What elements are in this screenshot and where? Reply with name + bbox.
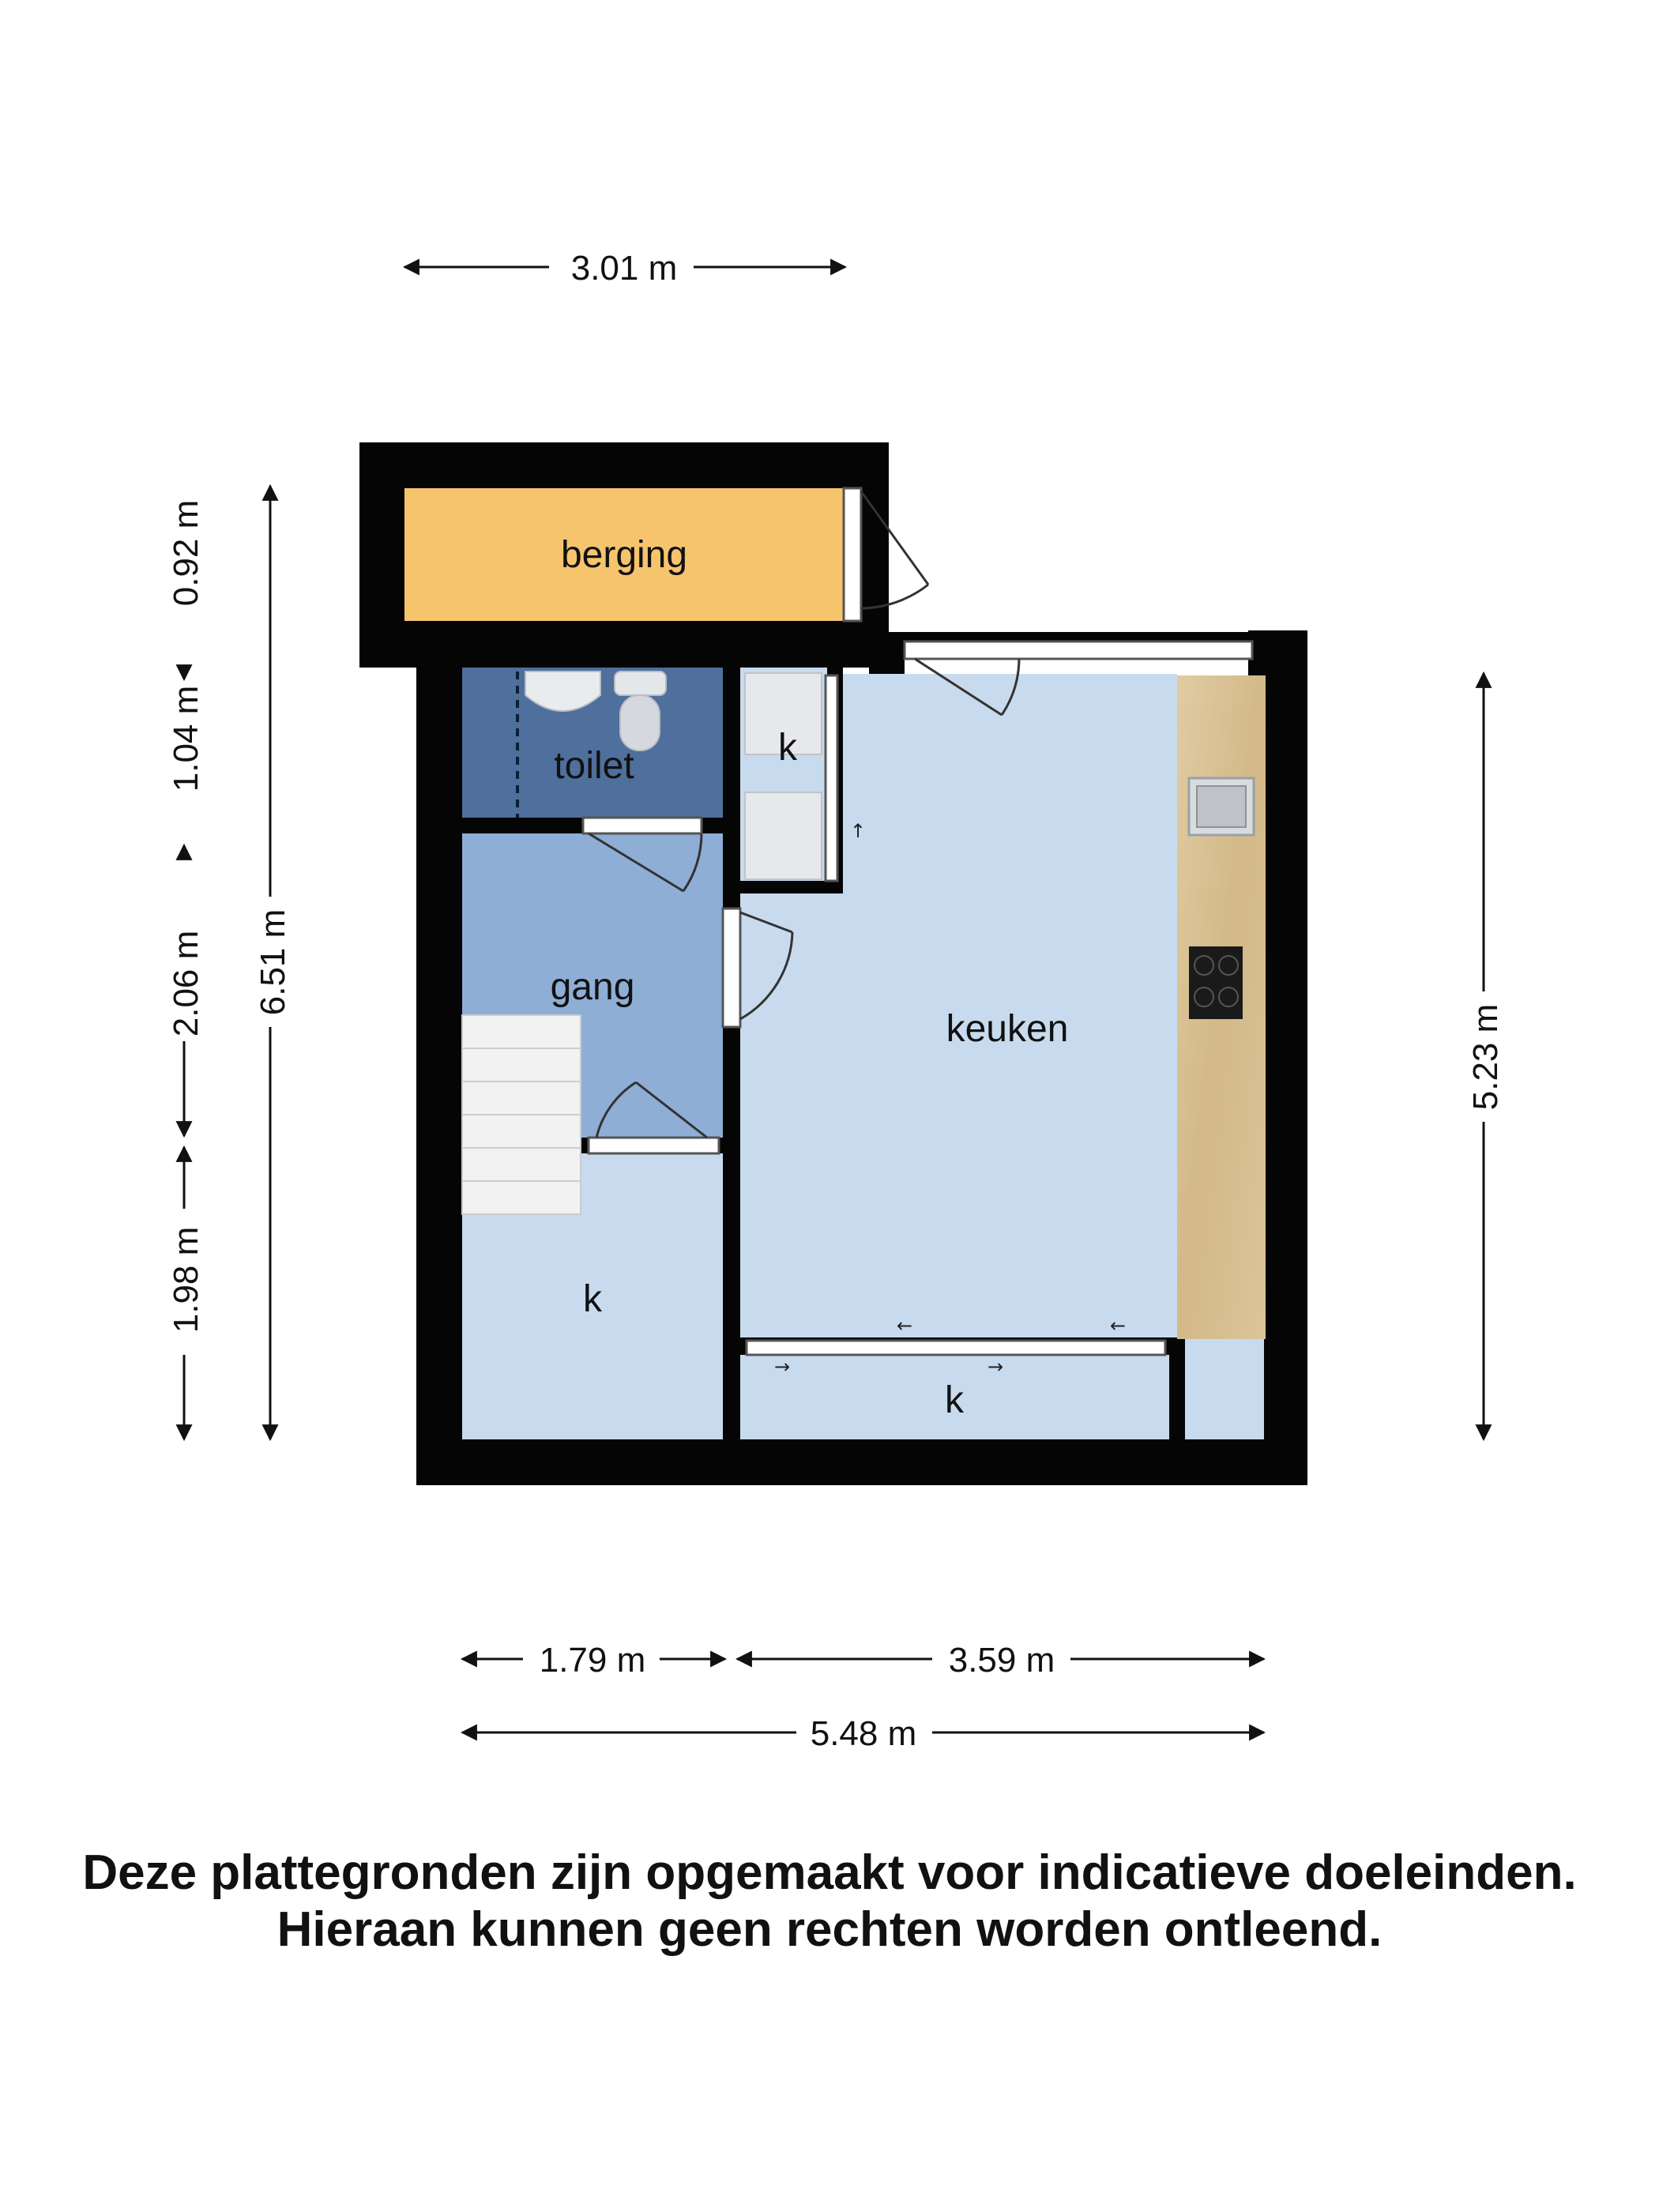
room-keuken: [740, 674, 1177, 1337]
svg-text:→: →: [774, 1356, 791, 1378]
dim-bottom-left: 1.79 m: [539, 1641, 646, 1680]
svg-text:←: ←: [897, 1315, 913, 1337]
room-k-corner: [1185, 1337, 1264, 1439]
label-gang: gang: [550, 966, 635, 1008]
dim-left-total: 6.51 m: [254, 908, 292, 1016]
toilet-bowl: [620, 695, 660, 750]
dim-left-1-98: 1.98 m: [167, 1226, 205, 1334]
disclaimer-line-1: Deze plattegronden zijn opgemaakt voor indicatieve doeleinden.: [82, 1845, 1577, 1900]
dim-left-1-04: 1.04 m: [167, 685, 205, 792]
label-k-bottom: k: [945, 1379, 964, 1421]
disclaimer-line-2: Hieraan kunnen geen rechten worden ontleend.: [276, 1902, 1382, 1957]
svg-text:←: ←: [1110, 1315, 1127, 1337]
dim-left-2-06: 2.06 m: [167, 930, 205, 1037]
label-keuken: keuken: [946, 1008, 1069, 1050]
dim-bottom-right: 3.59 m: [948, 1641, 1055, 1680]
svg-text:↑: ↑: [850, 820, 867, 842]
svg-text:→: →: [988, 1356, 1004, 1378]
label-k-under-stairs: k: [583, 1278, 602, 1320]
dim-top-width: 3.01 m: [570, 249, 678, 288]
dim-right-height: 5.23 m: [1466, 1003, 1505, 1111]
dim-bottom-total: 5.48 m: [810, 1714, 917, 1753]
toilet-tank: [615, 672, 666, 695]
stairs: [462, 1015, 581, 1214]
kitchen-counter: [1177, 675, 1266, 1339]
dim-left-0-92: 0.92 m: [167, 499, 205, 607]
label-berging: berging: [560, 534, 688, 576]
label-k-closet: k: [778, 727, 797, 769]
label-toilet: toilet: [554, 745, 634, 787]
